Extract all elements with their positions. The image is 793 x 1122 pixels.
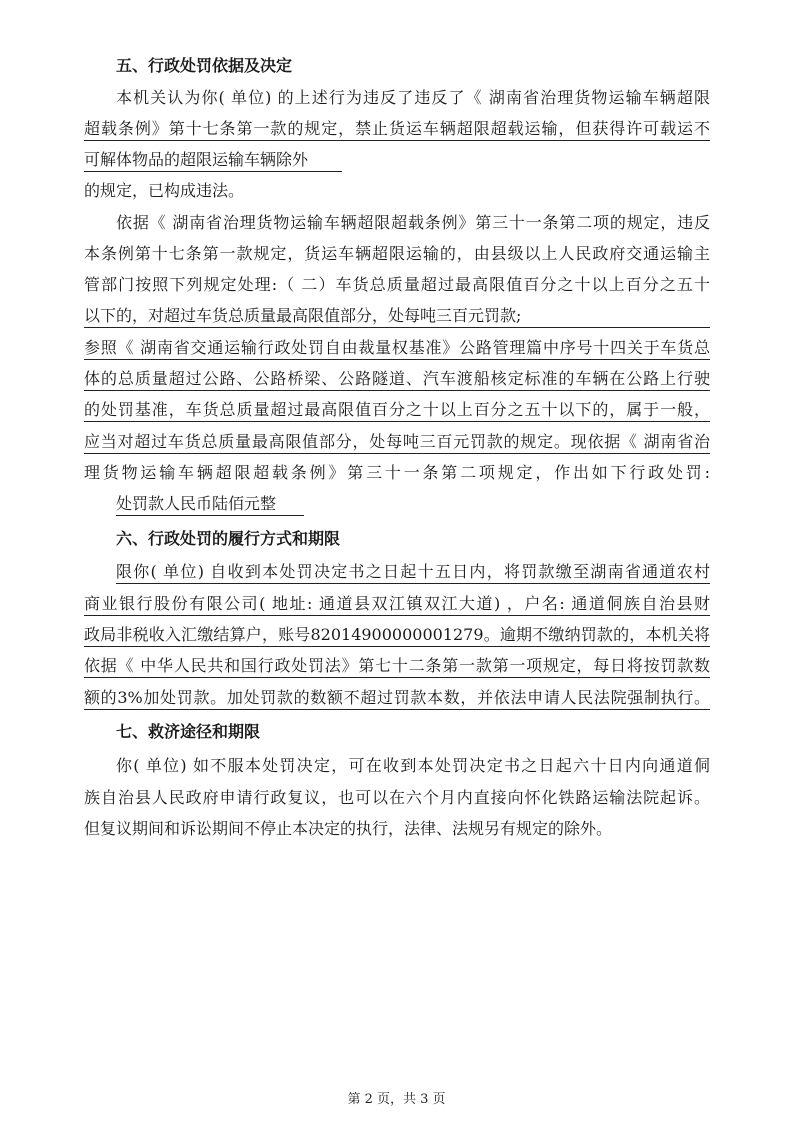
section5-line-11: 的处罚基准，车货总质量超过最高限值百分之十以上百分之五十以下的，属于一般，: [84, 399, 710, 422]
penalty-amount: 处罚款人民币陆佰元整: [116, 493, 304, 516]
section5-line-8: 以下的，对超过车货总质量最高限值部分，处每吨三百元罚款;: [84, 305, 710, 328]
section5-line-4: 的规定，已构成违法。: [84, 181, 245, 200]
section5-line-10: 体的总质量超过公路、公路桥梁、公路隧道、汽车渡船核定标准的车辆在公路上行驶: [84, 368, 710, 391]
section6-line-2: 商业银行股份有限公司( 地址: 通道县双江镇双江大道) ，户名: 通道侗族自治县财: [84, 593, 710, 616]
section5-line-1: 本机关认为你( 单位) 的上述行为违反了违反了《 湖南省治理货物运输车辆超限: [116, 88, 710, 107]
section6-line-4: 依据《 中华人民共和国行政处罚法》第七十二条第一款第一项规定，每日将按罚款数: [84, 655, 710, 678]
section6-line-3: 政局非税收入汇缴结算户，账号82014900000001279。逾期不缴纳罚款的，本机关将: [84, 624, 710, 647]
section5-line-6: 本条例第十七条第一款规定，货运车辆超限运输的，由县级以上人民政府交通运输主: [84, 244, 710, 263]
section5-line-13: 理货物运输车辆超限超载条例》第三十一条第二项规定，作出如下行政处罚:: [84, 463, 710, 482]
section5-line-9: 参照《 湖南省交通运输行政处罚自由裁量权基准》公路管理篇中序号十四关于车货总: [84, 337, 710, 360]
section5-line-7: 管部门按照下列规定处理:（ 二）车货总质量超过最高限值百分之十以上百分之五十: [84, 275, 710, 294]
section5-line-2: 超载条例》第十七条第一款的规定，禁止货运车辆超限超载运输，但获得许可载运不: [84, 118, 710, 141]
page-footer: 第 2 页，共 3 页: [347, 1092, 446, 1107]
section6-heading: 六、行政处罚的履行方式和期限: [116, 529, 341, 548]
section7-line-3: 但复议期间和诉讼期间不停止本决定的执行，法律、法规另有规定的除外。: [84, 819, 613, 838]
section7-line-2: 族自治县人民政府申请行政复议，也可以在六个月内直接向怀化铁路运输法院起诉。: [84, 788, 710, 807]
section5-line-3: 可解体物品的超限运输车辆除外: [84, 149, 342, 172]
section5-heading: 五、行政处罚依据及决定: [116, 56, 293, 75]
section5-line-12: 应当对超过车货总质量最高限值部分，处每吨三百元罚款的规定。现依据《 湖南省治: [84, 431, 710, 454]
section7-heading: 七、救济途径和期限: [116, 722, 261, 741]
section5-line-5: 依据《 湖南省治理货物运输车辆超限超载条例》第三十一条第二项的规定，违反: [116, 213, 710, 232]
section7-line-1: 你( 单位) 如不服本处罚决定，可在收到本处罚决定书之日起六十日内向通道侗: [116, 756, 710, 775]
section6-line-1: 限你( 单位) 自收到本处罚决定书之日起十五日内，将罚款缴至湖南省通道农村: [116, 561, 710, 584]
section6-line-5: 额的3%加处罚款。加处罚款的数额不超过罚款本数，并依法申请人民法院强制执行。: [84, 687, 710, 710]
